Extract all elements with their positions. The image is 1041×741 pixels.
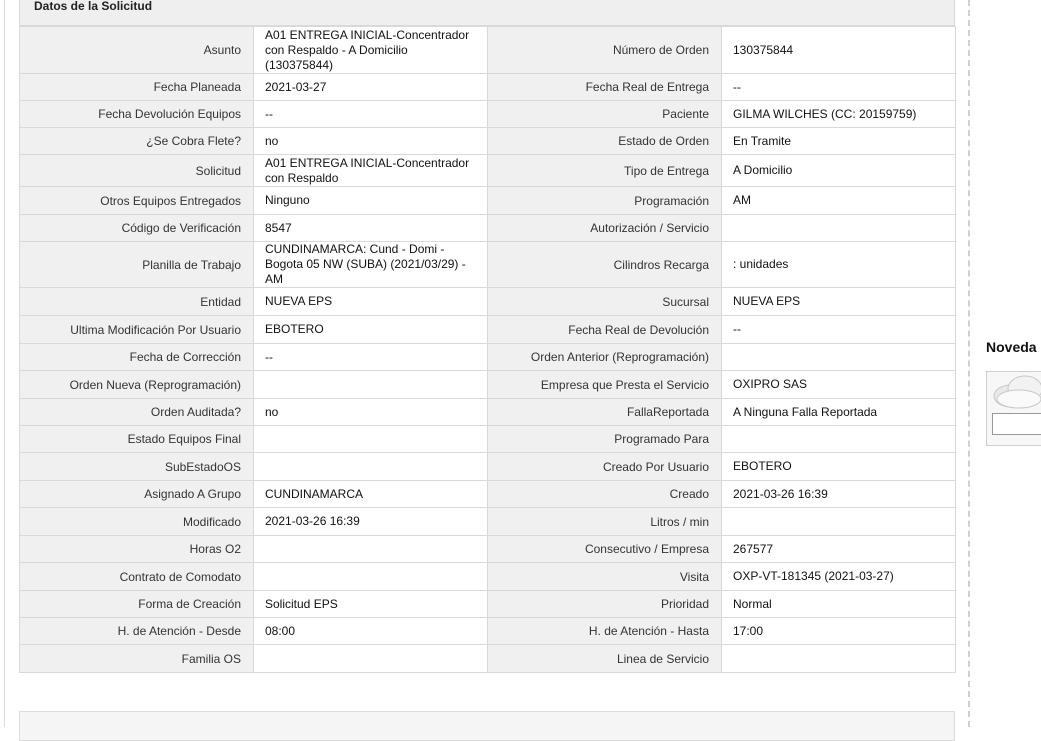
field-value: Solicitud EPS [254,591,488,618]
field-value [722,215,956,242]
details-row [20,74,956,101]
field-label: Planilla de Trabajo [20,242,254,288]
panel-title: Datos de la Solicitud [34,0,153,13]
field-value [254,453,488,481]
field-value: -- [722,74,956,101]
field-label: Entidad [20,288,254,316]
field-label: Cilindros Recarga [488,242,722,288]
field-value: -- [254,344,488,371]
field-label: Forma de Creación [20,591,254,618]
field-value: AM [722,187,956,215]
field-value [722,426,956,453]
field-label: Horas O2 [20,536,254,563]
page-left-border [4,0,5,727]
panel-header [19,0,955,26]
field-label: Paciente [488,101,722,128]
field-value: 267577 [722,536,956,563]
field-value [254,645,488,673]
field-label: Ultima Modificación Por Usuario [20,316,254,344]
field-value: CUNDINAMARCA [254,481,488,508]
field-label: Modificado [20,508,254,536]
details-row [20,155,956,187]
details-row [20,536,956,563]
field-value [254,371,488,399]
field-value [254,563,488,591]
field-value: GILMA WILCHES (CC: 20159759) [722,101,956,128]
field-value: no [254,128,488,155]
field-label: FallaReportada [488,399,722,426]
field-value: A Domicilio [722,155,956,187]
field-label: Creado [488,481,722,508]
field-label: Estado de Orden [488,128,722,155]
field-value: EBOTERO [722,453,956,481]
field-value: Normal [722,591,956,618]
field-label: Orden Anterior (Reprogramación) [488,344,722,371]
field-value: 17:00 [722,618,956,645]
field-label: Orden Auditada? [20,399,254,426]
details-row [20,399,956,426]
field-value [722,344,956,371]
field-label: Fecha Real de Entrega [488,74,722,101]
details-row [20,101,956,128]
field-value: A01 ENTREGA INICIAL-Concentrador con Respaldo [254,155,488,187]
field-label: ¿Se Cobra Flete? [20,128,254,155]
field-label: H. de Atención - Desde [20,618,254,645]
field-value: 130375844 [722,27,956,74]
field-label: Tipo de Entrega [488,155,722,187]
field-label: H. de Atención - Hasta [488,618,722,645]
field-value: OXP-VT-181345 (2021-03-27) [722,563,956,591]
field-value: 2021-03-26 16:39 [722,481,956,508]
field-label: Empresa que Presta el Servicio [488,371,722,399]
field-value: 8547 [254,215,488,242]
field-label: Familia OS [20,645,254,673]
field-label: Número de Orden [488,27,722,74]
details-row [20,618,956,645]
field-label: Linea de Servicio [488,645,722,673]
details-row [20,344,956,371]
field-label: Asunto [20,27,254,74]
novedades-title: Noveda [986,339,1037,355]
field-value: 2021-03-27 [254,74,488,101]
field-value [254,426,488,453]
next-panel [19,711,955,741]
field-label: Fecha Planeada [20,74,254,101]
novedades-box [986,371,1041,446]
field-label: Consecutivo / Empresa [488,536,722,563]
details-row [20,591,956,618]
details-table [19,26,956,673]
field-value: no [254,399,488,426]
sidebar-separator [968,0,970,727]
details-row [20,645,956,673]
field-label: SubEstadoOS [20,453,254,481]
field-value: A01 ENTREGA INICIAL-Concentrador con Respaldo - A Domicilio (130375844) [254,27,488,74]
field-label: Visita [488,563,722,591]
details-row [20,508,956,536]
details-row [20,453,956,481]
details-row [20,371,956,399]
field-value: A Ninguna Falla Reportada [722,399,956,426]
field-label: Orden Nueva (Reprogramación) [20,371,254,399]
novedad-input[interactable] [992,413,1041,435]
request-details-panel [19,0,955,673]
cloud-icon [989,372,1041,412]
field-label: Asignado A Grupo [20,481,254,508]
field-label: Solicitud [20,155,254,187]
details-row [20,316,956,344]
details-row [20,128,956,155]
field-value: : unidades [722,242,956,288]
details-row [20,27,956,74]
field-value: Ninguno [254,187,488,215]
field-value: -- [722,316,956,344]
field-label: Fecha Real de Devolución [488,316,722,344]
field-label: Litros / min [488,508,722,536]
field-label: Prioridad [488,591,722,618]
field-value: CUNDINAMARCA: Cund - Domi - Bogota 05 NW (SUBA) (2021/03/29) - AM [254,242,488,288]
details-row [20,563,956,591]
field-label: Creado Por Usuario [488,453,722,481]
details-row [20,426,956,453]
field-label: Otros Equipos Entregados [20,187,254,215]
details-row [20,242,956,288]
field-value: 2021-03-26 16:39 [254,508,488,536]
field-value: En Tramite [722,128,956,155]
field-label: Código de Verificación [20,215,254,242]
field-value: NUEVA EPS [254,288,488,316]
field-label: Fecha Devolución Equipos [20,101,254,128]
field-value: OXIPRO SAS [722,371,956,399]
field-value: 08:00 [254,618,488,645]
field-value: NUEVA EPS [722,288,956,316]
details-row [20,187,956,215]
field-label: Autorización / Servicio [488,215,722,242]
field-label: Programación [488,187,722,215]
details-row [20,288,956,316]
field-value: EBOTERO [254,316,488,344]
field-value [722,508,956,536]
field-value [722,645,956,673]
field-label: Contrato de Comodato [20,563,254,591]
field-label: Sucursal [488,288,722,316]
field-label: Programado Para [488,426,722,453]
field-label: Fecha de Corrección [20,344,254,371]
field-value: -- [254,101,488,128]
field-value [254,536,488,563]
details-row [20,481,956,508]
details-row [20,215,956,242]
field-label: Estado Equipos Final [20,426,254,453]
